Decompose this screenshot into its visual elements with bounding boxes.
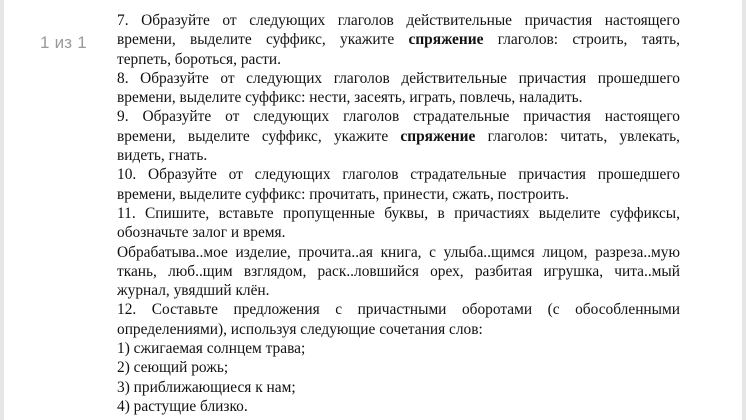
- task-9-bold-term: спряжение: [400, 127, 476, 145]
- task-11-line-4: ткань, люб..щим взглядом, раск..ловшийся орех, разбитая игрушка, чита..мый: [117, 262, 680, 280]
- task-7-line-2: [117, 30, 680, 49]
- task-12-item: 1) сжигаемая солнцем трава;: [117, 340, 306, 358]
- task-12-item: 3) приближающиеся к нам;: [117, 378, 296, 396]
- page-counter: 1 из 1: [40, 33, 87, 52]
- task-12-line-1: 12. Составьте предложения с причастными оборотами (с обособленными: [117, 301, 680, 319]
- task-7-line-3: терпеть, бороться, расти.: [117, 50, 281, 68]
- task-9-line-2: [117, 127, 680, 146]
- task-9-line-3: видеть, гнать.: [117, 147, 208, 165]
- task-9-text-b: глаголов: читать, увлекать,: [487, 127, 680, 145]
- task-12-item: 4) растущие близко.: [117, 397, 248, 415]
- task-7-bold-term: спряжение: [408, 31, 484, 49]
- document-page: [117, 11, 680, 416]
- task-9-text-a: времени, выделите суффикс, укажите: [117, 127, 389, 145]
- task-7-text-a: времени, выделите суффикс, укажите: [117, 31, 395, 49]
- task-7-line-1: 7. Образуйте от следующих глаголов действительные причастия настоящего: [117, 12, 680, 29]
- viewer-left-edge: [0, 0, 4, 420]
- viewer-right-edge: [742, 0, 746, 420]
- task-8-line-2: времени, выделите суффикс: нести, засеять, играть, повлечь, наладить.: [117, 89, 583, 107]
- task-10-line-1: 10. Образуйте от следующих глаголов страдательные причастия прошедшего: [117, 166, 680, 184]
- task-12-item: 2) сеющий рожь;: [117, 359, 229, 377]
- task-11-line-2: обозначьте залог и время.: [117, 224, 286, 242]
- task-12-line-2: определениями), используя следующие сочетания слов:: [117, 320, 483, 338]
- task-8-line-1: 8. Образуйте от следующих глаголов действительные причастия прошедшего: [117, 69, 680, 87]
- task-11-line-3: Обрабатыва..мое изделие, прочита..ая книга, с улыба..щимся лицом, разреза..мую: [117, 243, 680, 261]
- task-10-line-2: времени, выделите суффикс: прочитать, принести, сжать, построить.: [117, 185, 569, 203]
- task-11-line-1: 11. Спишите, вставьте пропущенные буквы, в причастиях выделите суффиксы,: [117, 204, 680, 222]
- task-7-text-b: глаголов: строить, таять,: [497, 31, 680, 49]
- task-11-line-5: журнал, увядший клён.: [117, 282, 270, 300]
- task-9-line-1: 9. Образуйте от следующих глаголов страдательные причастия настоящего: [117, 108, 680, 126]
